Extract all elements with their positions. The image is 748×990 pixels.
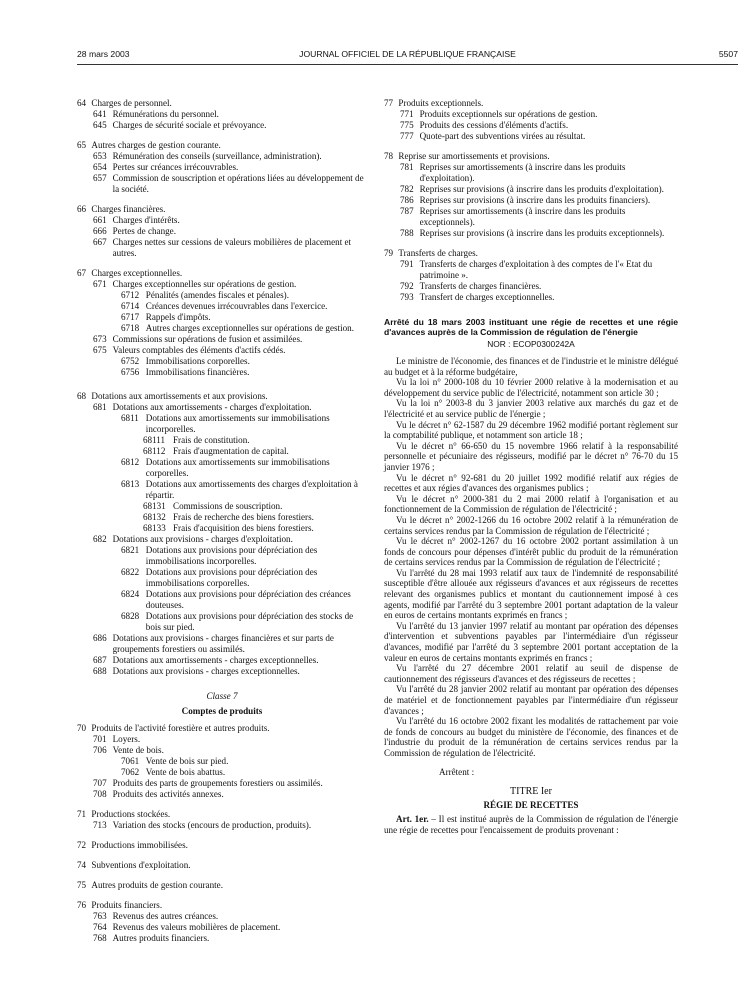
account-label: Dotations aux provisions pour dépréciation des immobilisations corporelles.: [145, 567, 318, 588]
account-code: 654: [93, 162, 107, 172]
article-1: [384, 814, 678, 836]
account-label: Pénalités (amendes fiscales et pénales).: [145, 290, 289, 300]
account-code: 66: [77, 204, 87, 214]
arrete-title: Arrêté du 18 mars 2003 instituant une régie de recettes et une régie d'avances auprès de la Commission de régulation de l'énergie: [384, 317, 678, 337]
account-label: Dotations aux amortissements sur immobilisations incorporelles.: [145, 413, 330, 434]
account-code: 77: [384, 98, 394, 108]
account-code: 793: [400, 292, 414, 302]
account-code: 681: [93, 402, 107, 412]
account-entry: [77, 589, 367, 611]
account-code: 70: [77, 723, 87, 733]
account-entry: [384, 281, 678, 292]
account-code: 6752: [121, 356, 140, 366]
account-code: 71: [77, 809, 87, 819]
account-label: Rémunération des conseils (surveillance, administration).: [112, 151, 322, 161]
account-entry: [77, 162, 367, 173]
account-code: 687: [93, 655, 107, 665]
account-entry: [77, 778, 367, 789]
account-label: Autres produits financiers.: [112, 933, 210, 943]
account-label: Reprises sur provisions (à inscrire dans les produits exceptionnels).: [419, 228, 665, 238]
account-code: 768: [93, 933, 107, 943]
titre-heading: TITRE Ier: [510, 785, 552, 797]
account-entry: [77, 933, 367, 944]
account-code: 72: [77, 840, 87, 850]
account-entry: [77, 820, 367, 831]
account-code: 68112: [143, 446, 166, 456]
account-code: 675: [93, 345, 107, 355]
account-label: Commissions de souscription.: [173, 501, 283, 511]
account-code: 775: [400, 120, 414, 130]
account-entry: [77, 151, 367, 162]
account-label: Charges de sécurité sociale et prévoyance.: [112, 120, 267, 130]
account-entry: [77, 900, 367, 911]
account-code: 671: [93, 279, 107, 289]
account-label: Commission de souscription et opérations liées au développement de la société.: [112, 173, 364, 194]
account-label: Frais de recherche des biens forestiers.: [173, 512, 314, 522]
account-label: Frais d'acquisition des biens forestiers.: [173, 523, 314, 533]
produits-exceptionnels-list: [384, 98, 678, 303]
account-entry: [77, 237, 367, 259]
account-label: Vente de bois sur pied.: [145, 756, 229, 766]
account-code: 76: [77, 900, 87, 910]
account-label: Produits des parts de groupements forestiers ou assimilés.: [112, 778, 323, 788]
account-entry: [77, 457, 367, 479]
account-code: 6824: [121, 589, 140, 599]
arrete-paragraph: Vu le décret n° 2000-381 du 2 mai 2000 relatif à l'organisation et au fonctionnement de la Commission de régulation de l'électricité ;: [384, 493, 678, 515]
account-label: Pertes de change.: [112, 226, 176, 236]
account-entry: [77, 173, 367, 195]
account-entry: [77, 512, 367, 523]
account-code: 666: [93, 226, 107, 236]
arretent-label: Arrêtent :: [439, 766, 475, 777]
account-entry: [77, 840, 367, 851]
account-label: Charges exceptionnelles.: [91, 268, 183, 278]
account-code: 6717: [121, 312, 140, 322]
account-label: Loyers.: [112, 734, 141, 744]
account-code: 68133: [143, 523, 166, 533]
account-code: 786: [400, 195, 414, 205]
arrete-paragraph: Vu le décret n° 2002-1267 du 16 octobre 2002 portant assimilation à un fonds de concours pour dépenses d'intérêt public du produit de la rémunération de certains services rendus par la Commission de régulation de l'électricité ;: [384, 536, 678, 568]
account-entry: [77, 413, 367, 435]
account-label: Vente de bois.: [112, 745, 164, 755]
account-label: Dotations aux provisions - charges d'exploitation.: [112, 534, 293, 544]
account-entry: [77, 301, 367, 312]
account-label: Frais de constitution.: [173, 435, 250, 445]
account-entry: [384, 248, 678, 259]
article-1-text: – Il est institué auprès de la Commission de régulation de l'énergie une régie de recettes pour l'encaissement de produits provenant :: [384, 813, 678, 835]
arrete-paragraph: Vu l'arrêté du 28 janvier 2002 relatif au montant par opération des dépenses de matériel et de fonctionnement payables par l'intermédiaire d'un régisseur d'avances ;: [384, 684, 678, 716]
account-label: Frais d'augmentation de capital.: [173, 446, 289, 456]
arrete-paragraph: Vu l'arrêté du 28 mai 1993 relatif aux taux de l'indemnité de responsabilité susceptible d'être allouée aux régisseurs d'avances et aux régisseurs de recettes relevant des organismes publics et montant du cautionnement imposé à ces agents, modifié par l'arrêté du 3 septembre 2001 portant adaptation de la valeur en euros de certains montants exprimés en francs ;: [384, 567, 678, 621]
account-label: Dotations aux provisions - charges financières et sur parts de groupements forestiers ou assimilés.: [112, 633, 334, 654]
account-code: 6821: [121, 545, 140, 555]
account-code: 781: [400, 162, 414, 172]
arrete-paragraph: Vu la loi n° 2003-8 du 3 janvier 2003 relative aux marchés du gaz et de l'électricité et au service public de l'énergie ;: [384, 398, 678, 419]
nor-reference: NOR : ECOP0300242A: [487, 339, 575, 349]
account-code: 78: [384, 151, 394, 161]
account-label: Transferts de charges.: [398, 248, 478, 258]
account-code: 701: [93, 734, 107, 744]
account-code: 782: [400, 184, 414, 194]
classe-subtitle: Comptes de produits: [181, 706, 263, 716]
account-code: 65: [77, 140, 87, 150]
account-code: 6828: [121, 611, 140, 621]
account-label: Vente de bois abattus.: [145, 767, 226, 777]
account-code: 682: [93, 534, 107, 544]
arrete-body: [384, 356, 678, 759]
account-code: 667: [93, 237, 107, 247]
account-entry: [77, 911, 367, 922]
account-entry: [77, 545, 367, 567]
account-code: 653: [93, 151, 107, 161]
account-label: Reprise sur amortissements et provisions.: [398, 151, 550, 161]
account-entry: [77, 334, 367, 345]
account-label: Dotations aux provisions pour dépréciation des créances douteuses.: [145, 589, 351, 610]
header-date: 28 mars 2003: [77, 49, 130, 59]
account-code: 6812: [121, 457, 140, 467]
account-entry: [77, 98, 367, 109]
account-label: Valeurs comptables des éléments d'actifs cédés.: [112, 345, 286, 355]
account-entry: [384, 228, 678, 239]
account-entry: [77, 402, 367, 413]
account-label: Reprises sur provisions (à inscrire dans les produits d'exploitation).: [419, 184, 664, 194]
account-entry: [77, 880, 367, 891]
account-label: Produits des cessions d'éléments d'actifs.: [419, 120, 569, 130]
account-label: Charges financières.: [91, 204, 166, 214]
account-label: Quote-part des subventions virées au résultat.: [419, 131, 586, 141]
account-entry: [77, 567, 367, 589]
account-code: 657: [93, 173, 107, 183]
arrete-paragraph: Vu l'arrêté du 27 décembre 2001 relatif au seuil de dispense de cautionnement des régisseurs d'avances et des régisseurs de recettes ;: [384, 663, 678, 684]
account-entry: [384, 131, 678, 142]
arrete-paragraph: Vu l'arrêté du 16 octobre 2002 fixant les modalités de rattachement par voie de fonds de concours au budget du ministère de l'économie, des finances et de l'industrie du produit de la rémunération de certains services rendus par la Commission de régulation de l'électricité.: [384, 716, 678, 758]
account-entry: [77, 356, 367, 367]
account-code: 706: [93, 745, 107, 755]
account-entry: [77, 268, 367, 279]
account-entry: [384, 120, 678, 131]
account-code: 68131: [143, 501, 166, 511]
header-page-number: 5507: [718, 49, 738, 59]
account-label: Variation des stocks (encours de production, produits).: [112, 820, 312, 830]
account-entry: [77, 279, 367, 290]
account-label: Produits exceptionnels.: [398, 98, 484, 108]
account-entry: [77, 391, 367, 402]
account-entry: [384, 184, 678, 195]
left-column: [77, 98, 367, 944]
account-code: 7061: [121, 756, 140, 766]
account-label: Charges nettes sur cessions de valeurs mobilières de placement et autres.: [112, 237, 352, 258]
account-entry: [384, 292, 678, 303]
account-label: Autres charges de gestion courante.: [91, 140, 221, 150]
account-entry: [384, 151, 678, 162]
account-label: Commissions sur opérations de fusion et assimilées.: [112, 334, 303, 344]
account-entry: [77, 120, 367, 131]
account-entry: [77, 215, 367, 226]
account-label: Produits exceptionnels sur opérations de gestion.: [419, 109, 598, 119]
account-label: Transferts de charges financières.: [419, 281, 542, 291]
account-entry: [384, 98, 678, 109]
account-code: 764: [93, 922, 107, 932]
arrete-paragraph: Vu le décret n° 62-1587 du 29 décembre 1962 modifié portant règlement sur la comptabilité publique, et notamment son article 18 ;: [384, 419, 678, 441]
account-entry: [77, 479, 367, 501]
account-label: Dotations aux provisions pour dépréciation des immobilisations incorporelles.: [145, 545, 318, 566]
article-1-label: Art. 1er.: [396, 813, 429, 824]
account-code: 67: [77, 268, 87, 278]
account-label: Transfert de charges exceptionnelles.: [419, 292, 555, 302]
account-entry: [77, 523, 367, 534]
account-code: 64: [77, 98, 87, 108]
account-code: 673: [93, 334, 107, 344]
right-column: [384, 98, 678, 836]
regie-heading: RÉGIE DE RECETTES: [483, 799, 579, 810]
account-label: Autres charges exceptionnelles sur opérations de gestion.: [145, 323, 354, 333]
account-code: 787: [400, 206, 414, 216]
account-label: Reprises sur amortissements (à inscrire dans les produits d'exploitation).: [419, 162, 626, 183]
account-entry: [77, 756, 367, 767]
classe-title: Classe 7: [206, 691, 238, 701]
arrete-paragraph: Vu le décret n° 92-681 du 20 juillet 1992 modifié relatif aux régies de recettes et aux régies d'avances des organismes publics ;: [384, 472, 678, 494]
account-label: Reprises sur amortissements (à inscrire dans les produits exceptionnels).: [419, 206, 626, 227]
account-code: 6811: [121, 413, 139, 423]
account-entry: [77, 809, 367, 820]
arrete-paragraph: Le ministre de l'économie, des finances et de l'industrie et le ministre délégué au budget et à la réforme budgétaire,: [384, 356, 678, 377]
account-entry: [77, 501, 367, 512]
account-entry: [77, 745, 367, 756]
account-entry: [77, 767, 367, 778]
account-code: 68111: [143, 435, 166, 445]
account-label: Dotations aux amortissements des charges d'exploitation à répartir.: [145, 479, 358, 500]
account-code: 6712: [121, 290, 140, 300]
account-label: Immobilisations financières.: [145, 367, 250, 377]
account-code: 788: [400, 228, 414, 238]
account-code: 6718: [121, 323, 140, 333]
page-header: [77, 49, 738, 63]
account-code: 6813: [121, 479, 140, 489]
account-entry: [77, 367, 367, 378]
account-entry: [77, 226, 367, 237]
account-code: 7062: [121, 767, 140, 777]
account-entry: [77, 723, 367, 734]
account-entry: [77, 655, 367, 666]
account-entry: [77, 860, 367, 871]
account-label: Dotations aux provisions - charges exceptionnelles.: [112, 666, 300, 676]
account-entry: [77, 140, 367, 151]
account-label: Produits de l'activité forestière et autres produits.: [91, 723, 270, 733]
account-code: 68: [77, 391, 87, 401]
account-code: 68132: [143, 512, 166, 522]
account-label: Revenus des autres créances.: [112, 911, 219, 921]
arrete-paragraph: Vu la loi n° 2000-108 du 10 février 2000 relative à la modernisation et au développement du service public de l'électricité, notamment son article 30 ;: [384, 377, 678, 398]
account-entry: [77, 734, 367, 745]
account-code: 645: [93, 120, 107, 130]
account-label: Créances devenues irrécouvrables dans l'exercice.: [145, 301, 328, 311]
account-label: Charges d'intérêts.: [112, 215, 180, 225]
account-code: 688: [93, 666, 107, 676]
account-label: Revenus des valeurs mobilières de placement.: [112, 922, 281, 932]
account-label: Productions immobilisées.: [91, 840, 188, 850]
account-entry: [384, 195, 678, 206]
account-label: Dotations aux provisions pour dépréciation des stocks de bois sur pied.: [145, 611, 354, 632]
account-label: Charges exceptionnelles sur opérations de gestion.: [112, 279, 297, 289]
account-entry: [384, 206, 678, 228]
arrete-paragraph: Vu le décret n° 66-650 du 15 novembre 1966 relatif à la responsabilité personnelle et pécuniaire des régisseurs, modifié par le décret n° 76-70 du 15 janvier 1976 ;: [384, 440, 678, 472]
account-entry: [384, 259, 678, 281]
account-label: Pertes sur créances irrécouvrables.: [112, 162, 239, 172]
account-label: Dotations aux amortissements sur immobilisations corporelles.: [145, 457, 330, 478]
account-label: Produits financiers.: [91, 900, 163, 910]
account-code: 79: [384, 248, 394, 258]
charges-list: [77, 98, 367, 689]
account-entry: [77, 633, 367, 655]
account-code: 6822: [121, 567, 140, 577]
account-label: Reprises sur provisions (à inscrire dans les produits financiers).: [419, 195, 651, 205]
arrete-paragraph: Vu le décret n° 2002-1266 du 16 octobre 2002 relatif à la rémunération de certains services rendus par la Commission de régulation de l'électricité ;: [384, 514, 678, 536]
account-code: 791: [400, 259, 414, 269]
account-entry: [77, 345, 367, 356]
account-code: 74: [77, 860, 87, 870]
account-code: 792: [400, 281, 414, 291]
account-label: Immobilisations corporelles.: [145, 356, 250, 366]
account-entry: [77, 666, 367, 677]
account-code: 641: [93, 109, 107, 119]
account-code: 707: [93, 778, 107, 788]
account-entry: [77, 435, 367, 446]
account-entry: [77, 290, 367, 301]
account-code: 6714: [121, 301, 140, 311]
account-entry: [77, 789, 367, 800]
account-entry: [77, 204, 367, 215]
account-label: Produits des activités annexes.: [112, 789, 224, 799]
arrete-paragraph: Vu l'arrêté du 13 janvier 1997 relatif au montant par opération des dépenses d'intervention et subventions payables par l'intermédiaire d'un régisseur d'avances, modifié par l'arrêté du 3 septembre 2001 portant acceptation de la valeur en euros de certains montants exprimés en francs ;: [384, 620, 678, 663]
header-rule: [77, 64, 738, 65]
account-entry: [77, 611, 367, 633]
account-label: Subventions d'exploitation.: [91, 860, 191, 870]
account-entry: [77, 323, 367, 334]
header-journal-title: JOURNAL OFFICIEL DE LA RÉPUBLIQUE FRANÇAISE: [299, 49, 516, 59]
account-code: 777: [400, 131, 414, 141]
account-label: Productions stockées.: [91, 809, 171, 819]
account-code: 708: [93, 789, 107, 799]
account-entry: [384, 162, 678, 184]
account-code: 713: [93, 820, 107, 830]
account-entry: [77, 534, 367, 545]
account-entry: [77, 922, 367, 933]
account-entry: [77, 109, 367, 120]
account-code: 763: [93, 911, 107, 921]
account-label: Dotations aux amortissements - charges exceptionnelles.: [112, 655, 319, 665]
account-code: 771: [400, 109, 414, 119]
account-label: Charges de personnel.: [91, 98, 172, 108]
account-label: Autres produits de gestion courante.: [91, 880, 223, 890]
account-label: Dotations aux amortissements et aux provisions.: [91, 391, 268, 401]
account-code: 75: [77, 880, 87, 890]
account-entry: [77, 446, 367, 457]
account-code: 661: [93, 215, 107, 225]
account-code: 686: [93, 633, 107, 643]
account-code: 6756: [121, 367, 140, 377]
account-label: Transferts de charges d'exploitation à des comptes de l'« Etat du patrimoine ».: [419, 259, 653, 280]
account-entry: [384, 109, 678, 120]
account-entry: [77, 312, 367, 323]
account-label: Rémunérations du personnel.: [112, 109, 219, 119]
account-label: Rappels d'impôts.: [145, 312, 211, 322]
account-label: Dotations aux amortissements - charges d'exploitation.: [112, 402, 312, 412]
produits-list: [77, 723, 367, 944]
